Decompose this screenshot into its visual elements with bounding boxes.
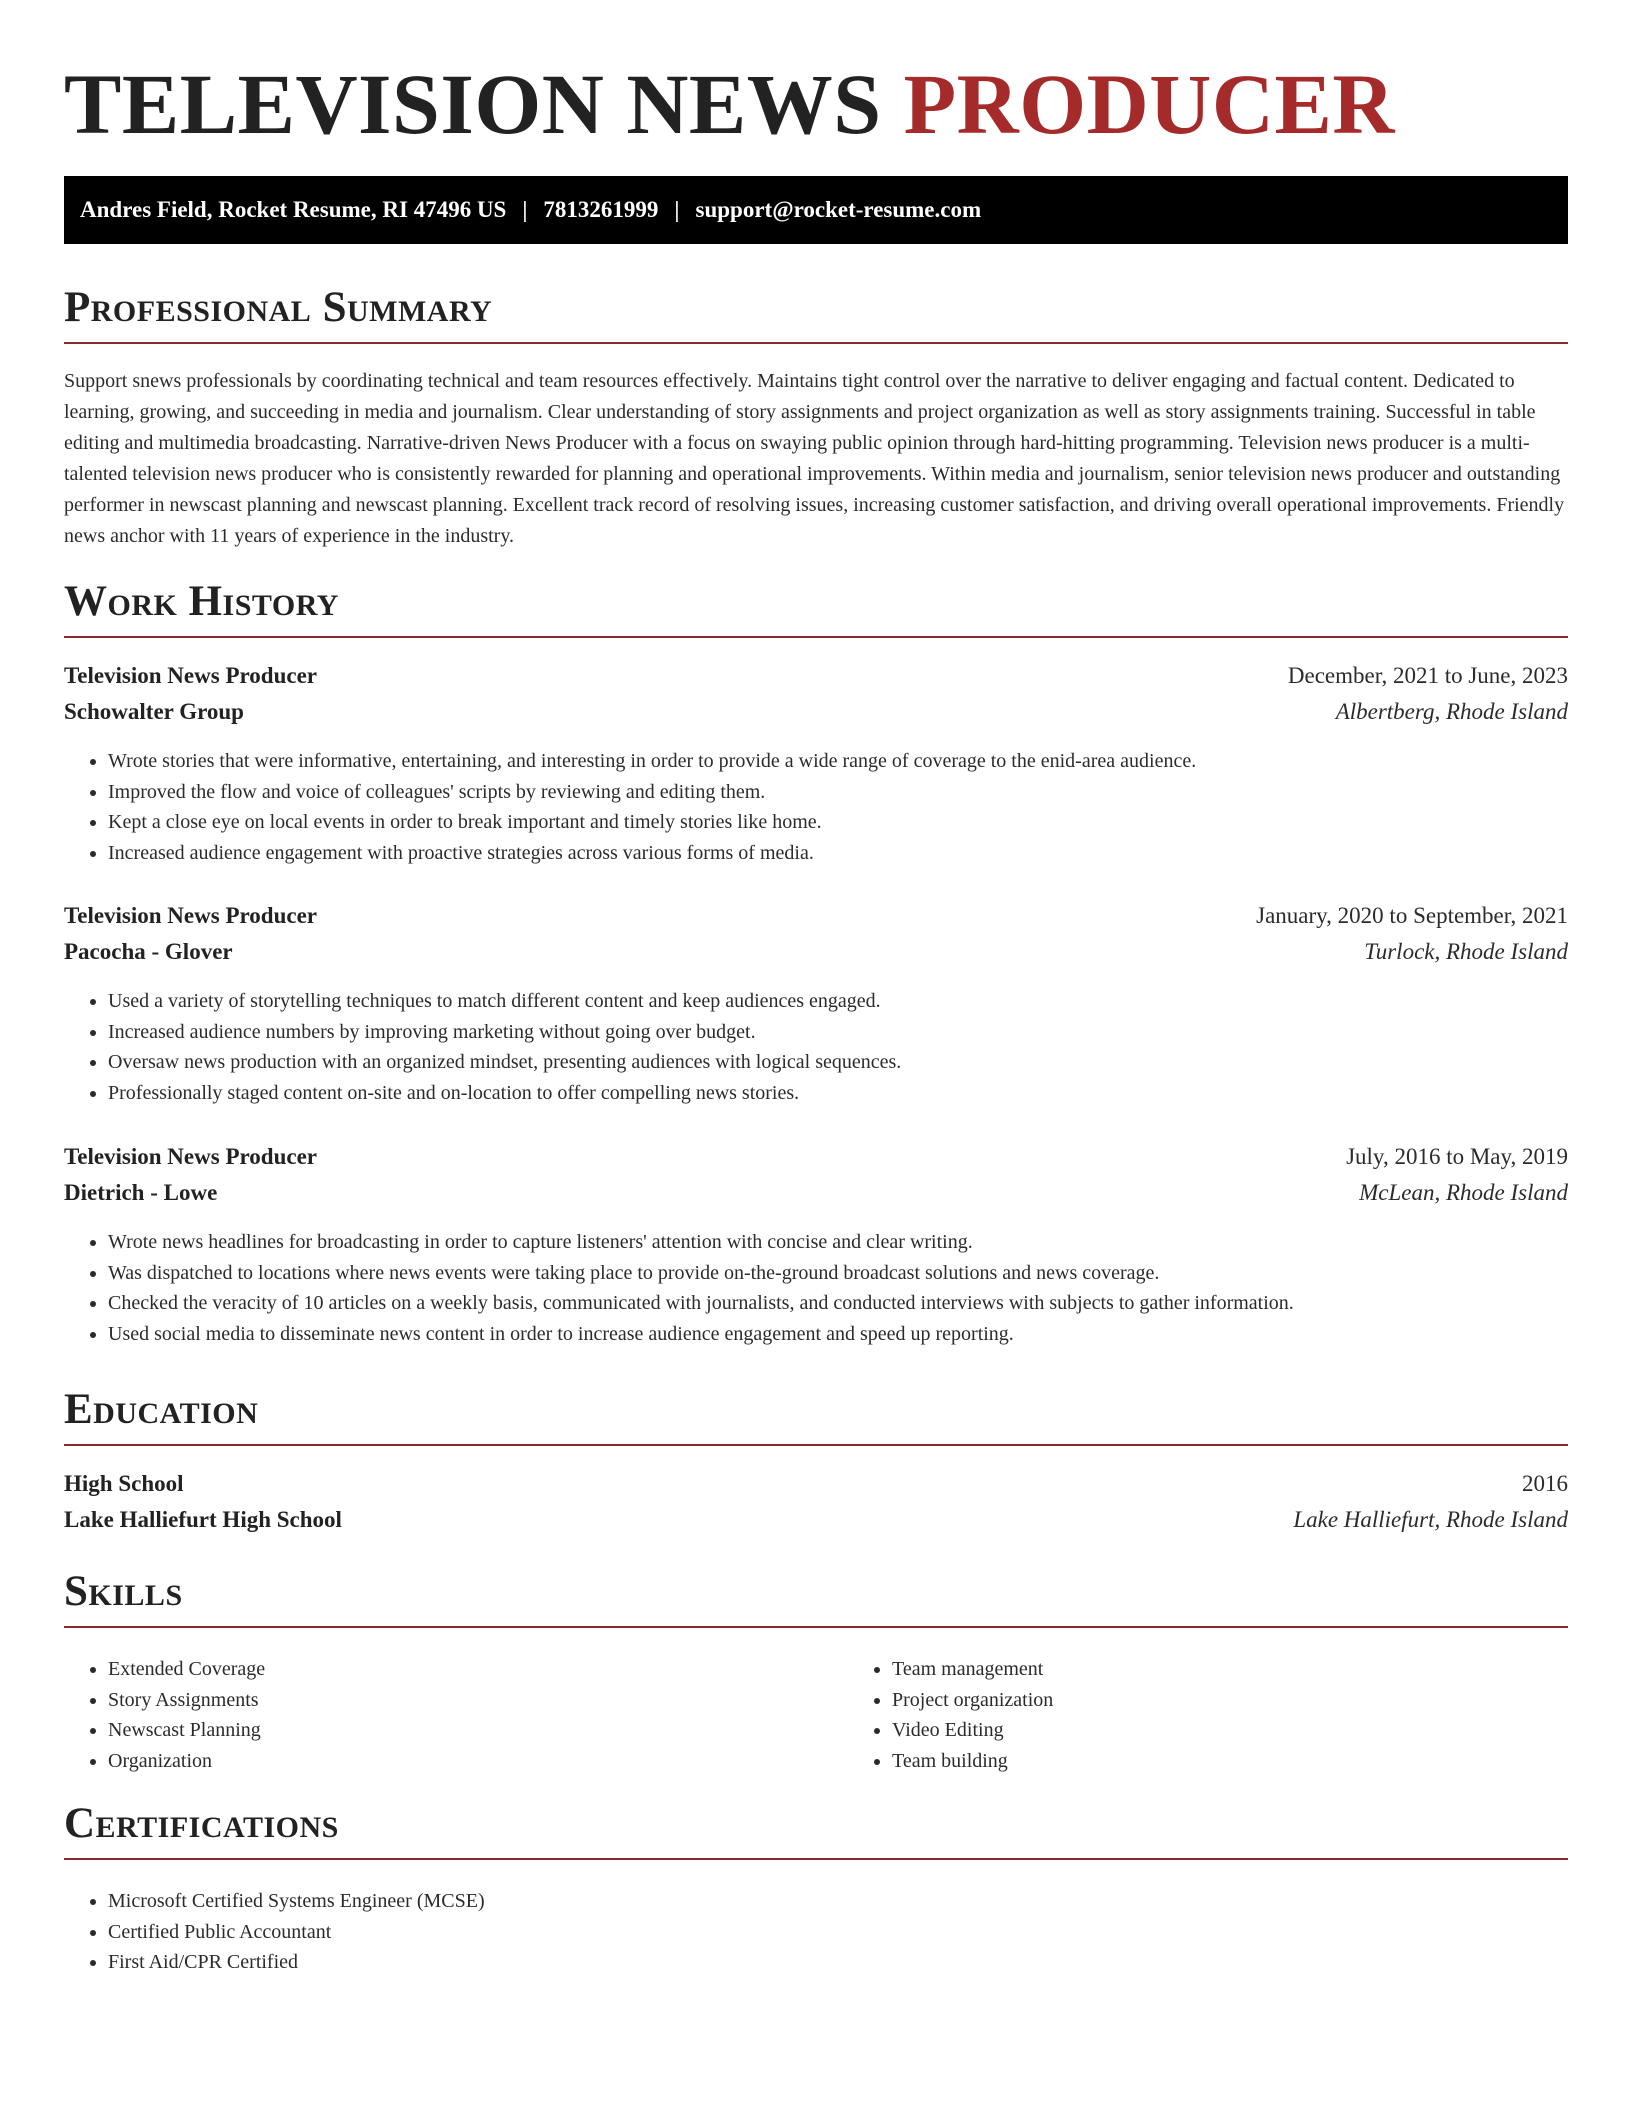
skill-item: • Team building <box>892 1746 1632 1777</box>
certification-item: • Certified Public Accountant <box>108 1917 485 1948</box>
job-dates: January, 2020 to September, 2021 <box>1256 903 1568 928</box>
summary-text: Support snews professionals by coordinating technical and team resources effectively. Maintains tight control over the narrative to deliver engaging and factual content. Dedicated to learning, growing, and succeeding in media and journalism. Clear understanding of story assignments and project organization as well as story assignments training. Successful in table editing and multimedia broadcasting. Narrative-driven News Producer with a focus on swaying public opinion through hard-hitting programming. Television news producer is a multi-talented television news producer who is consistently rewarded for planning and operational improvements. Within media and journalism, senior television news producer and outstanding performer in newscast planning and newscast planning. Excellent track record of resolving issues, increasing customer satisfaction, and driving overall operational improvements. Friendly news anchor with 11 years of experience in the industry. <box>64 370 1565 547</box>
skill-item: • Organization <box>108 1746 848 1777</box>
education-school: Lake Halliefurt High School <box>64 1507 342 1532</box>
job-company: Dietrich - Lowe <box>64 1180 218 1205</box>
job-bullet: • Increased audience numbers by improving marketing without going over budget. <box>108 1017 1568 1048</box>
job-bullet: • Improved the flow and voice of colleagues' scripts by reviewing and editing them. <box>108 777 1568 808</box>
skill-item: • Extended Coverage <box>108 1654 848 1685</box>
skill-item: • Team management <box>892 1654 1632 1685</box>
contact-phone: 7813261999 <box>543 197 659 222</box>
job-bullet: • Was dispatched to locations where news events were taking place to provide on-the-ground broadcast solutions and news coverage. <box>108 1258 1568 1289</box>
job-entry <box>64 898 1568 1108</box>
job-bullet: • Professionally staged content on-site and on-location to offer compelling news stories. <box>108 1078 1568 1109</box>
skills-list <box>64 1654 1568 1776</box>
job-bullet: • Used a variety of storytelling techniques to match different content and keep audiences engaged. <box>108 986 1568 1017</box>
job-bullet: • Checked the veracity of 10 articles on a weekly basis, communicated with journalists, and conducted interviews with subjects to gather information. <box>108 1288 1568 1319</box>
certifications-list <box>64 1886 485 1978</box>
skill-item: • Project organization <box>892 1685 1632 1716</box>
certifications-heading: Certifications <box>64 1798 1568 1860</box>
education-entry <box>64 1466 1568 1538</box>
job-location: Albertberg, Rhode Island <box>1335 699 1568 724</box>
job-company: Schowalter Group <box>64 699 244 724</box>
work-history-heading: Work History <box>64 576 1568 638</box>
title-accent: PRODUCER <box>903 56 1395 152</box>
skill-item: • Video Editing <box>892 1715 1632 1746</box>
job-location: McLean, Rhode Island <box>1359 1180 1568 1205</box>
education-location: Lake Halliefurt, Rhode Island <box>1293 1507 1568 1532</box>
certification-item: • First Aid/CPR Certified <box>108 1947 485 1978</box>
job-bullets <box>64 1227 1568 1349</box>
job-entry <box>64 658 1568 868</box>
job-bullet: • Increased audience engagement with proactive strategies across various forms of media. <box>108 838 1568 869</box>
skills-column-right <box>848 1654 1632 1776</box>
summary-heading: Professional Summary <box>64 282 1568 344</box>
job-bullets <box>64 746 1568 868</box>
education-degree: High School <box>64 1471 184 1496</box>
skills-column-left <box>64 1654 848 1776</box>
job-bullet: • Oversaw news production with an organized mindset, presenting audiences with logical sequences. <box>108 1047 1568 1078</box>
education-heading: Education <box>64 1384 1568 1446</box>
title-main: TELEVISION NEWS <box>64 56 882 152</box>
skill-item: • Newscast Planning <box>108 1715 848 1746</box>
job-bullets <box>64 986 1568 1108</box>
job-title: Television News Producer <box>64 1144 317 1169</box>
contact-email: support@rocket-resume.com <box>695 197 982 222</box>
job-dates: December, 2021 to June, 2023 <box>1287 663 1568 688</box>
contact-separator: | <box>674 197 680 222</box>
resume-title <box>64 56 1395 152</box>
contact-bar <box>64 176 1568 244</box>
job-company: Pacocha - Glover <box>64 939 233 964</box>
job-dates: July, 2016 to May, 2019 <box>1346 1144 1568 1169</box>
job-bullet: • Wrote stories that were informative, entertaining, and interesting in order to provide a wide range of coverage to the enid-area audience. <box>108 746 1568 777</box>
job-bullet: • Used social media to disseminate news content in order to increase audience engagement and speed up reporting. <box>108 1319 1568 1350</box>
job-bullet: • Kept a close eye on local events in order to break important and timely stories like home. <box>108 807 1568 838</box>
contact-address: Andres Field, Rocket Resume, RI 47496 US <box>80 197 507 222</box>
job-location: Turlock, Rhode Island <box>1364 939 1568 964</box>
job-title: Television News Producer <box>64 663 317 688</box>
job-entry <box>64 1139 1568 1349</box>
skills-heading: Skills <box>64 1566 1568 1628</box>
skill-item: • Story Assignments <box>108 1685 848 1716</box>
certification-item: • Microsoft Certified Systems Engineer (MCSE) <box>108 1886 485 1917</box>
job-title: Television News Producer <box>64 903 317 928</box>
contact-separator: | <box>522 197 528 222</box>
job-bullet: • Wrote news headlines for broadcasting in order to capture listeners' attention with concise and clear writing. <box>108 1227 1568 1258</box>
education-year: 2016 <box>1522 1471 1568 1496</box>
